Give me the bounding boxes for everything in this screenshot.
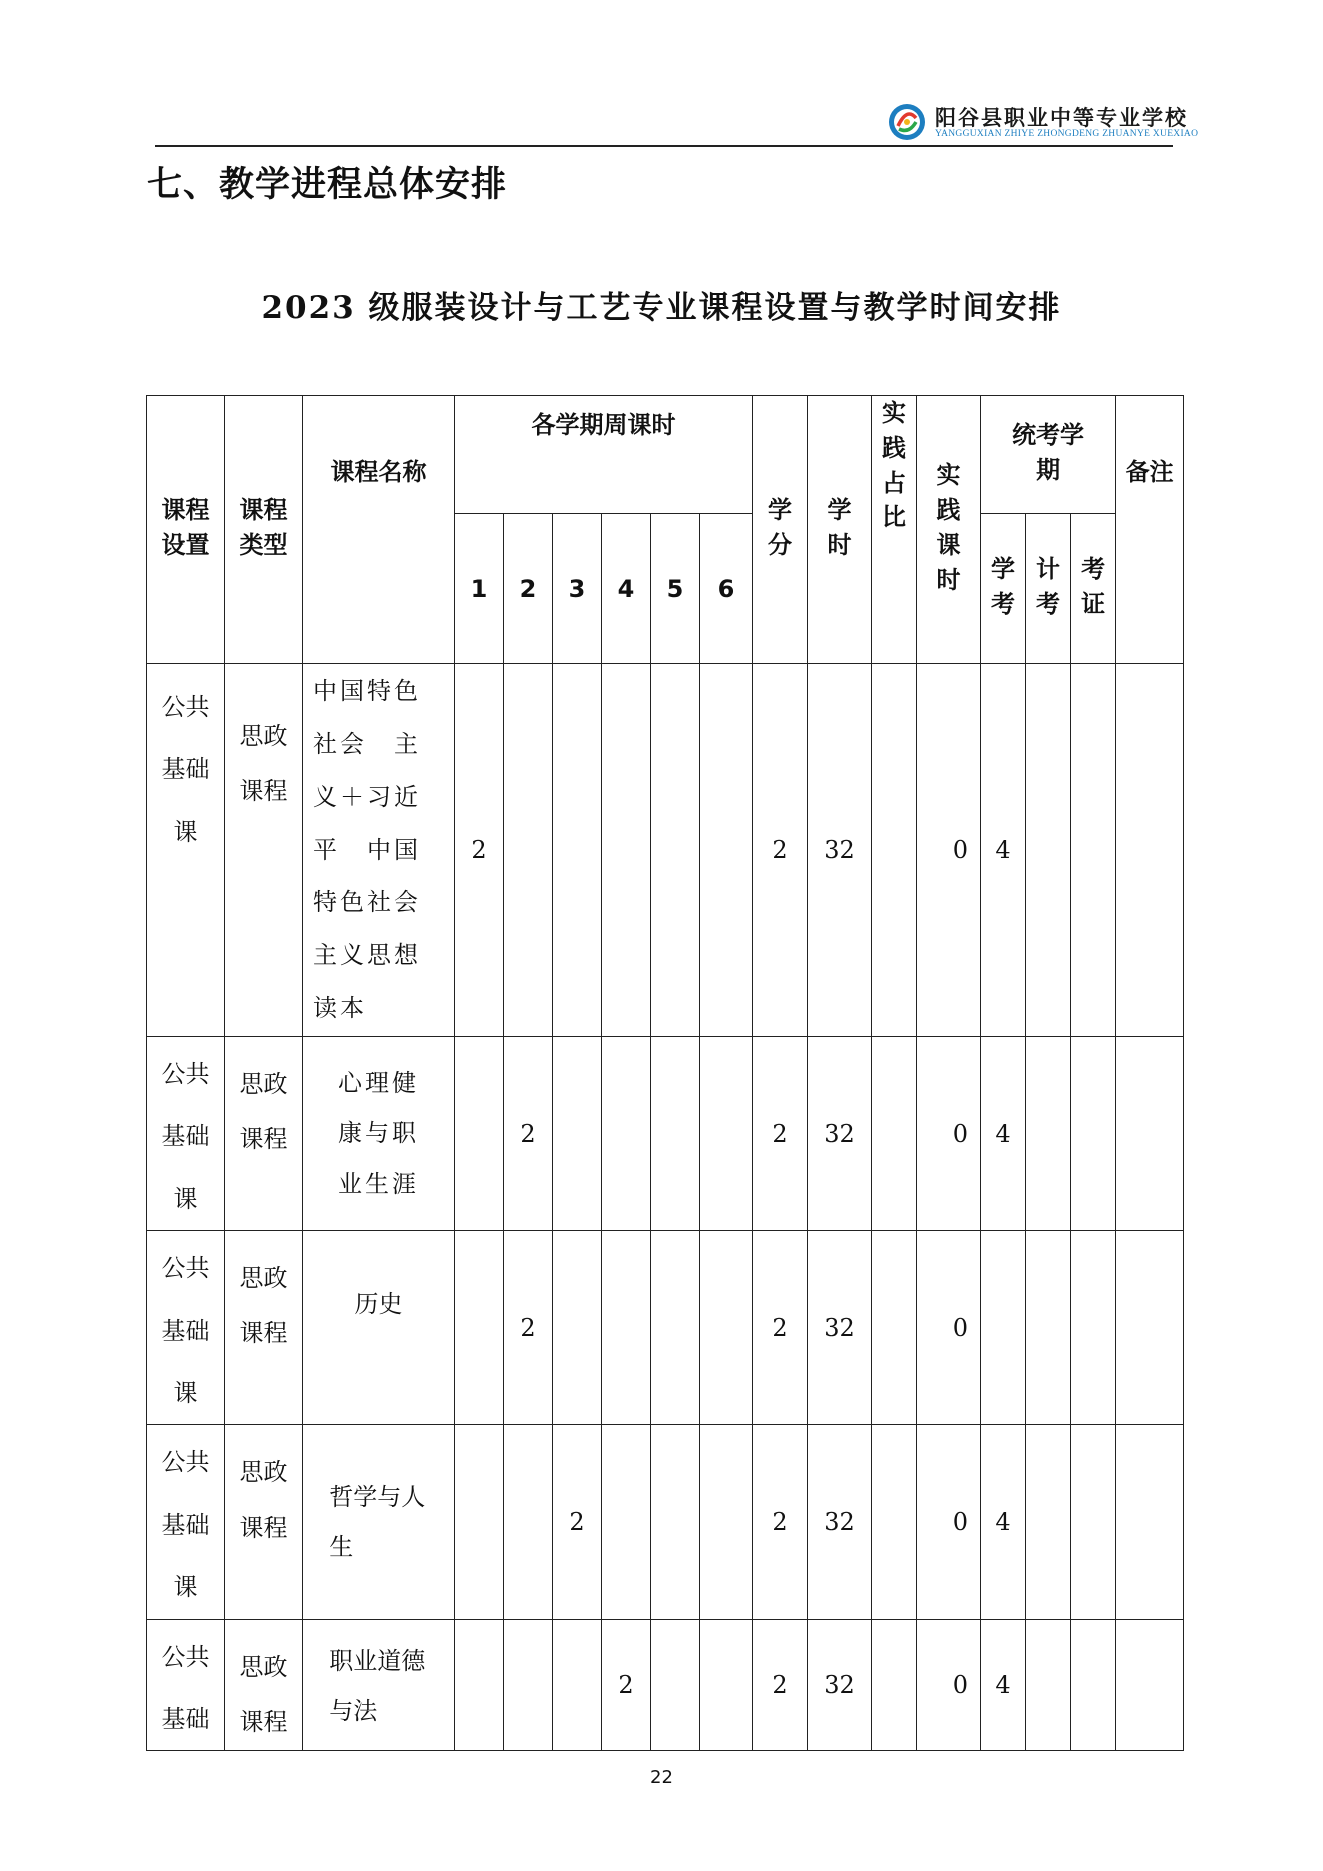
cell-s6 (700, 1037, 753, 1231)
th-xuekao: 学考 (981, 514, 1026, 664)
header-row-1 (147, 396, 1184, 514)
th-course-name: 课程名称 (303, 396, 455, 664)
school-logo (887, 100, 1199, 148)
cell-practice-ratio (872, 1231, 917, 1425)
th-semester-5: 5 (651, 514, 700, 664)
cell-xuekao: 4 (981, 1425, 1026, 1619)
th-semester-1: 1 (455, 514, 504, 664)
cell-s4: 2 (602, 1619, 651, 1751)
cell-hours: 32 (808, 1037, 872, 1231)
school-emblem-icon (887, 102, 927, 142)
cell-s5 (651, 1425, 700, 1619)
cell-practice-ratio (872, 1425, 917, 1619)
cell-course-setting: 公共基础 (147, 1619, 225, 1751)
cell-kaozheng (1071, 1037, 1116, 1231)
cell-course-setting: 公共基础课 (147, 1231, 225, 1425)
cell-credits: 2 (753, 1037, 808, 1231)
course-schedule-table (146, 395, 1184, 1751)
table-title: 2023 级服装设计与工艺专业课程设置与教学时间安排 (261, 290, 1062, 326)
cell-practice-hours: 0 (917, 1231, 981, 1425)
cell-course-name: 心理健康与职业生涯 (303, 1037, 455, 1231)
th-semester-3: 3 (553, 514, 602, 664)
cell-s5 (651, 664, 700, 1037)
cell-s3 (553, 1037, 602, 1231)
section-heading: 七、教学进程总体安排 (147, 165, 508, 205)
cell-practice-ratio (872, 1619, 917, 1751)
cell-s2 (504, 1425, 553, 1619)
th-jikao: 计考 (1026, 514, 1071, 664)
cell-jikao (1026, 1037, 1071, 1231)
cell-course-type: 思政课程 (225, 1425, 303, 1619)
cell-s6 (700, 1231, 753, 1425)
cell-course-type: 思政课程 (225, 1619, 303, 1751)
cell-s4 (602, 1231, 651, 1425)
cell-s1 (455, 1619, 504, 1751)
cell-credits: 2 (753, 1619, 808, 1751)
th-course-type: 课程类型 (225, 396, 303, 664)
cell-course-setting: 公共基础课 (147, 664, 225, 1037)
cell-credits: 2 (753, 1231, 808, 1425)
school-pinyin: YANGGUXIAN ZHIYE ZHONGDENG ZHUANYE XUEXIAO (935, 129, 1199, 139)
th-hours: 学时 (808, 396, 872, 664)
cell-jikao (1026, 1619, 1071, 1751)
cell-xuekao: 4 (981, 664, 1026, 1037)
cell-s1: 2 (455, 664, 504, 1037)
cell-course-type: 思政课程 (225, 664, 303, 1037)
cell-hours: 32 (808, 1619, 872, 1751)
cell-course-setting: 公共基础课 (147, 1425, 225, 1619)
cell-s6 (700, 1619, 753, 1751)
cell-s3 (553, 664, 602, 1037)
table-row (147, 1037, 1184, 1231)
cell-s1 (455, 1037, 504, 1231)
table-row (147, 1231, 1184, 1425)
cell-jikao (1026, 664, 1071, 1037)
th-semester-6: 6 (700, 514, 753, 664)
cell-s4 (602, 664, 651, 1037)
th-practice-ratio: 实践占比 (872, 396, 917, 664)
cell-practice-ratio (872, 1037, 917, 1231)
cell-s3: 2 (553, 1425, 602, 1619)
cell-hours: 32 (808, 1425, 872, 1619)
cell-remark (1116, 664, 1184, 1037)
cell-kaozheng (1071, 1619, 1116, 1751)
cell-practice-hours: 0 (917, 664, 981, 1037)
cell-course-setting: 公共基础课 (147, 1037, 225, 1231)
school-name: 阳谷县职业中等专业学校 (935, 105, 1188, 130)
th-semester-2: 2 (504, 514, 553, 664)
cell-s4 (602, 1425, 651, 1619)
cell-s2 (504, 1619, 553, 1751)
th-semester-4: 4 (602, 514, 651, 664)
cell-course-name: 职业道德与法 (303, 1619, 455, 1751)
cell-practice-ratio (872, 664, 917, 1037)
cell-practice-hours: 0 (917, 1425, 981, 1619)
cell-kaozheng (1071, 664, 1116, 1037)
cell-hours: 32 (808, 664, 872, 1037)
cell-practice-hours: 0 (917, 1619, 981, 1751)
th-kaozheng: 考证 (1071, 514, 1116, 664)
cell-s5 (651, 1231, 700, 1425)
cell-s5 (651, 1037, 700, 1231)
cell-xuekao: 4 (981, 1619, 1026, 1751)
cell-s2: 2 (504, 1231, 553, 1425)
th-practice-hours: 实践课时 (917, 396, 981, 664)
cell-remark (1116, 1619, 1184, 1751)
cell-course-name: 哲学与人生 (303, 1425, 455, 1619)
cell-jikao (1026, 1425, 1071, 1619)
cell-course-type: 思政课程 (225, 1037, 303, 1231)
cell-xuekao: 4 (981, 1037, 1026, 1231)
th-remarks: 备注 (1116, 396, 1184, 664)
table-row (147, 1619, 1184, 1751)
cell-s1 (455, 1425, 504, 1619)
cell-credits: 2 (753, 664, 808, 1037)
cell-s3 (553, 1231, 602, 1425)
cell-s6 (700, 1425, 753, 1619)
cell-xuekao (981, 1231, 1026, 1425)
th-weekly-hours: 各学期周课时 (455, 396, 753, 514)
cell-s3 (553, 1619, 602, 1751)
cell-s2: 2 (504, 1037, 553, 1231)
cell-credits: 2 (753, 1425, 808, 1619)
cell-s4 (602, 1037, 651, 1231)
cell-practice-hours: 0 (917, 1037, 981, 1231)
cell-s2 (504, 664, 553, 1037)
cell-s6 (700, 664, 753, 1037)
cell-kaozheng (1071, 1231, 1116, 1425)
cell-jikao (1026, 1231, 1071, 1425)
page-number: 22 (650, 1767, 673, 1788)
cell-s5 (651, 1619, 700, 1751)
cell-remark (1116, 1037, 1184, 1231)
cell-remark (1116, 1425, 1184, 1619)
cell-course-type: 思政课程 (225, 1231, 303, 1425)
cell-remark (1116, 1231, 1184, 1425)
cell-hours: 32 (808, 1231, 872, 1425)
table-row (147, 1425, 1184, 1619)
th-course-setting: 课程设置 (147, 396, 225, 664)
table-row (147, 664, 1184, 1037)
cell-course-name: 中国特色社会 主义＋习近平 中国特色社会主义思想读本 (303, 664, 455, 1037)
cell-s1 (455, 1231, 504, 1425)
th-exam-term: 统考学期 (981, 396, 1116, 514)
cell-kaozheng (1071, 1425, 1116, 1619)
th-credits: 学分 (753, 396, 808, 664)
cell-course-name: 历史 (303, 1231, 455, 1425)
